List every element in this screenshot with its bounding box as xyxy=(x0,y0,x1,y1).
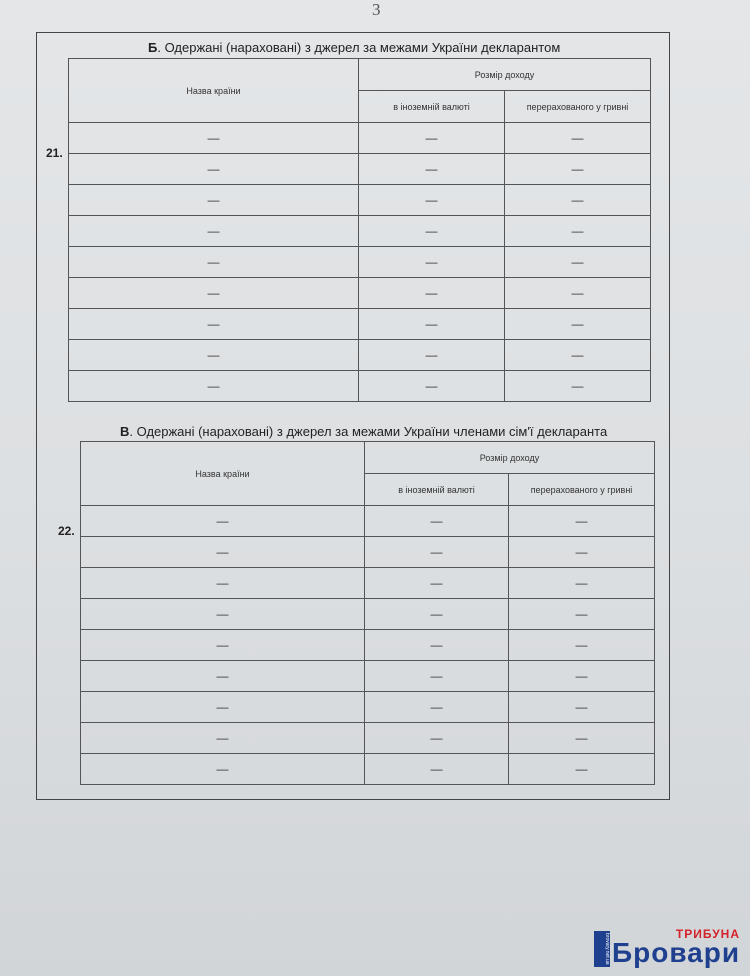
country-cell xyxy=(69,247,359,278)
converted-cell xyxy=(505,123,651,154)
dash-value: — xyxy=(571,379,584,393)
foreign-currency-cell xyxy=(359,309,505,340)
dash-value: — xyxy=(425,379,438,393)
table-row xyxy=(69,154,651,185)
converted-cell xyxy=(509,661,655,692)
converted-cell xyxy=(505,309,651,340)
dash-value: — xyxy=(425,286,438,300)
header-foreign-currency: в іноземній валюті xyxy=(359,91,505,123)
logo-main-text: Бровари xyxy=(612,937,741,968)
dash-value: — xyxy=(207,286,220,300)
dash-value: — xyxy=(216,669,229,683)
foreign-currency-cell xyxy=(365,661,509,692)
section-b-letter: Б xyxy=(148,40,158,55)
converted-cell xyxy=(509,630,655,661)
table-row xyxy=(81,599,655,630)
dash-value: — xyxy=(575,514,588,528)
row-number-22: 22. xyxy=(58,524,75,538)
country-cell xyxy=(81,537,365,568)
dash-value: — xyxy=(425,317,438,331)
dash-value: — xyxy=(575,700,588,714)
dash-value: — xyxy=(207,317,220,331)
dash-value: — xyxy=(430,700,443,714)
dash-value: — xyxy=(216,700,229,714)
dash-value: — xyxy=(571,286,584,300)
header-foreign-currency: в іноземній валюті xyxy=(365,474,509,506)
section-v-letter: В xyxy=(120,424,130,439)
foreign-currency-cell xyxy=(365,599,509,630)
country-cell xyxy=(81,723,365,754)
dash-value: — xyxy=(571,317,584,331)
logo-side-text: brovary.net.ua xyxy=(594,931,610,967)
header-country: Назва країни xyxy=(81,442,365,506)
converted-cell xyxy=(509,506,655,537)
dash-value: — xyxy=(216,638,229,652)
dash-value: — xyxy=(430,514,443,528)
dash-value: — xyxy=(216,607,229,621)
country-cell xyxy=(81,630,365,661)
table-row xyxy=(69,278,651,309)
country-cell xyxy=(69,154,359,185)
dash-value: — xyxy=(207,255,220,269)
dash-value: — xyxy=(571,224,584,238)
foreign-currency-cell xyxy=(365,506,509,537)
dash-value: — xyxy=(571,193,584,207)
dash-value: — xyxy=(571,162,584,176)
country-cell xyxy=(81,506,365,537)
section-b-title-text: . Одержані (нараховані) з джерел за межами України декларантом xyxy=(157,40,561,55)
table-body-b xyxy=(69,123,651,402)
dash-value: — xyxy=(216,576,229,590)
country-cell xyxy=(69,371,359,402)
foreign-currency-cell xyxy=(359,247,505,278)
foreign-currency-cell xyxy=(359,278,505,309)
table-row xyxy=(69,123,651,154)
converted-cell xyxy=(505,185,651,216)
dash-value: — xyxy=(425,255,438,269)
dash-value: — xyxy=(575,731,588,745)
dash-value: — xyxy=(575,545,588,559)
foreign-currency-cell xyxy=(359,216,505,247)
country-cell xyxy=(69,185,359,216)
country-cell xyxy=(69,340,359,371)
converted-cell xyxy=(505,340,651,371)
foreign-currency-cell xyxy=(365,630,509,661)
table-row xyxy=(81,568,655,599)
foreign-currency-cell xyxy=(365,568,509,599)
converted-cell xyxy=(505,154,651,185)
foreign-currency-cell xyxy=(359,123,505,154)
table-section-v xyxy=(80,441,655,785)
tribuna-brovary-logo xyxy=(594,925,744,971)
foreign-currency-cell xyxy=(365,537,509,568)
converted-cell xyxy=(505,247,651,278)
dash-value: — xyxy=(430,607,443,621)
country-cell xyxy=(69,216,359,247)
table-row xyxy=(81,661,655,692)
row-number-21: 21. xyxy=(46,146,63,160)
dash-value: — xyxy=(425,162,438,176)
table-row xyxy=(69,340,651,371)
dash-value: — xyxy=(430,762,443,776)
dash-value: — xyxy=(430,731,443,745)
country-cell xyxy=(81,599,365,630)
foreign-currency-cell xyxy=(365,754,509,785)
country-cell xyxy=(81,754,365,785)
table-row xyxy=(81,692,655,723)
dash-value: — xyxy=(430,669,443,683)
dash-value: — xyxy=(207,193,220,207)
header-converted: перерахованого у гривні xyxy=(509,474,655,506)
dash-value: — xyxy=(425,193,438,207)
table-row xyxy=(69,185,651,216)
foreign-currency-cell xyxy=(359,154,505,185)
dash-value: — xyxy=(207,162,220,176)
page-number: 3 xyxy=(372,0,381,19)
table-body-v xyxy=(81,506,655,785)
dash-value: — xyxy=(207,379,220,393)
dash-value: — xyxy=(216,762,229,776)
dash-value: — xyxy=(575,638,588,652)
dash-value: — xyxy=(430,576,443,590)
dash-value: — xyxy=(207,348,220,362)
dash-value: — xyxy=(216,731,229,745)
converted-cell xyxy=(505,371,651,402)
dash-value: — xyxy=(571,131,584,145)
country-cell xyxy=(69,278,359,309)
section-v-title xyxy=(120,424,607,439)
country-cell xyxy=(81,692,365,723)
dash-value: — xyxy=(425,131,438,145)
converted-cell xyxy=(509,723,655,754)
table-row xyxy=(81,723,655,754)
converted-cell xyxy=(509,754,655,785)
table-row xyxy=(69,309,651,340)
section-v-title-text: . Одержані (нараховані) з джерел за межами України членами сім'ї декларанта xyxy=(129,424,608,439)
country-cell xyxy=(69,123,359,154)
converted-cell xyxy=(505,278,651,309)
converted-cell xyxy=(509,537,655,568)
converted-cell xyxy=(509,599,655,630)
dash-value: — xyxy=(571,255,584,269)
logo-top-text: ТРИБУНА xyxy=(675,927,740,941)
table-section-b xyxy=(68,58,651,402)
dash-value: — xyxy=(430,638,443,652)
converted-cell xyxy=(505,216,651,247)
foreign-currency-cell xyxy=(359,371,505,402)
table-row xyxy=(81,506,655,537)
converted-cell xyxy=(509,692,655,723)
dash-value: — xyxy=(207,131,220,145)
dash-value: — xyxy=(575,576,588,590)
header-income: Розмір доходу xyxy=(359,59,651,91)
table-row xyxy=(81,630,655,661)
table-row xyxy=(81,537,655,568)
table-row xyxy=(69,371,651,402)
foreign-currency-cell xyxy=(365,723,509,754)
dash-value: — xyxy=(216,514,229,528)
country-cell xyxy=(81,568,365,599)
dash-value: — xyxy=(571,348,584,362)
section-b-title xyxy=(148,40,560,55)
header-country: Назва країни xyxy=(69,59,359,123)
foreign-currency-cell xyxy=(365,692,509,723)
converted-cell xyxy=(509,568,655,599)
table-row xyxy=(69,247,651,278)
table-row xyxy=(81,754,655,785)
dash-value: — xyxy=(575,762,588,776)
dash-value: — xyxy=(425,224,438,238)
dash-value: — xyxy=(575,607,588,621)
table-row xyxy=(69,216,651,247)
dash-value: — xyxy=(216,545,229,559)
foreign-currency-cell xyxy=(359,340,505,371)
country-cell xyxy=(81,661,365,692)
dash-value: — xyxy=(425,348,438,362)
foreign-currency-cell xyxy=(359,185,505,216)
country-cell xyxy=(69,309,359,340)
dash-value: — xyxy=(575,669,588,683)
dash-value: — xyxy=(207,224,220,238)
header-converted: перерахованого у гривні xyxy=(505,91,651,123)
header-income: Розмір доходу xyxy=(365,442,655,474)
dash-value: — xyxy=(430,545,443,559)
